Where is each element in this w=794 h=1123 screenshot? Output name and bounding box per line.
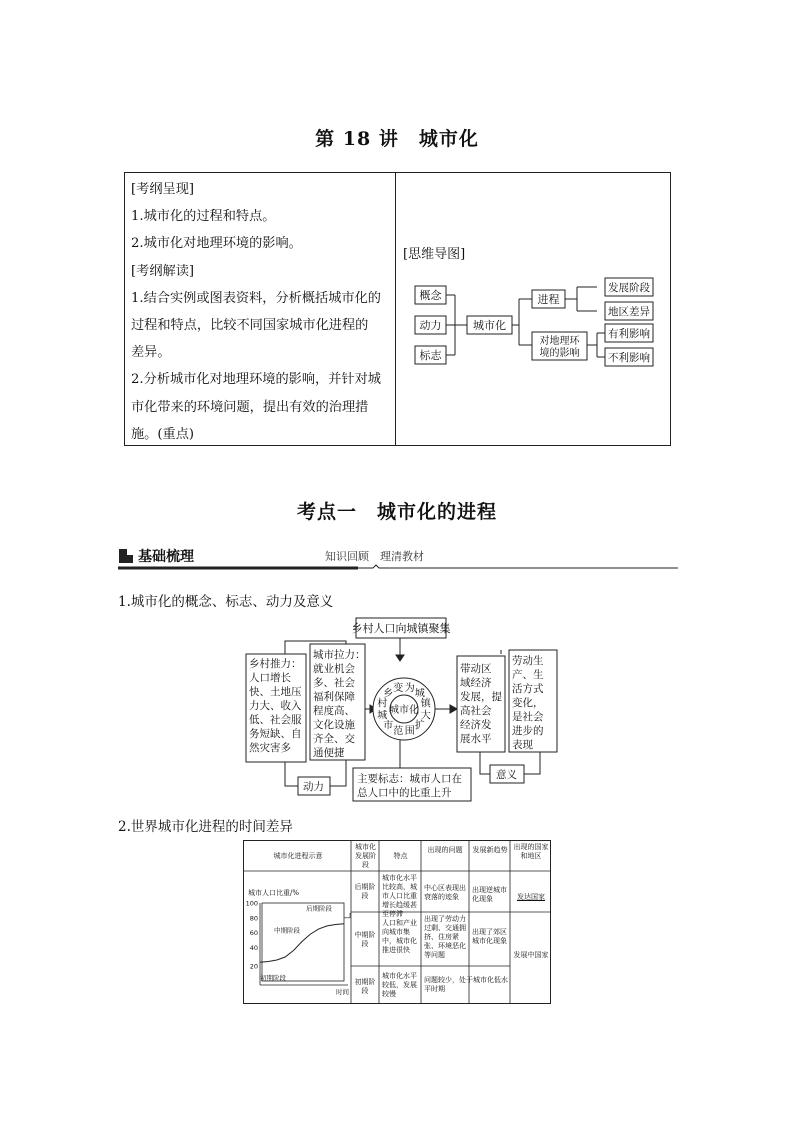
ring-character: 市 bbox=[383, 720, 394, 732]
urbanization-curve-chart bbox=[244, 899, 351, 1003]
chart-ylabel: 城市人口比重/% bbox=[248, 889, 300, 897]
pull-factor-line: 程度高、 bbox=[313, 705, 355, 717]
push-factor-line: 低、社会服 bbox=[249, 714, 302, 726]
y-tick-label: 60 bbox=[249, 929, 258, 938]
ring-character: 扩 bbox=[414, 720, 425, 732]
stage-table bbox=[243, 840, 551, 1004]
chart-frame bbox=[262, 903, 344, 981]
pull-factor-line: 文化设施 bbox=[313, 719, 355, 731]
banner-label: 基础梳理 bbox=[138, 549, 194, 565]
table-cell: 人口和产业向城市集中，城市化推进很快 bbox=[382, 919, 417, 954]
urbanization-diagram bbox=[210, 614, 590, 804]
mindmap bbox=[397, 269, 669, 369]
mindmap-center: 城市化 bbox=[473, 319, 506, 332]
y-tick-label: 20 bbox=[249, 962, 258, 971]
stage-label-early: 初期阶段 bbox=[260, 974, 286, 982]
mindmap-node: 标志 bbox=[419, 349, 442, 362]
table-cell: 发展中国家 bbox=[513, 951, 549, 959]
mindmap-node: 地区差异 bbox=[608, 306, 650, 318]
meaning-line: 活方式 bbox=[512, 683, 544, 695]
mindmap-node: 境的影响 bbox=[539, 348, 580, 359]
table-cell: 出现了郊区城市化现象 bbox=[472, 928, 507, 945]
mindmap-node: 有利影响 bbox=[608, 328, 650, 340]
push-factor-line: 然灾害多 bbox=[249, 742, 291, 754]
stage-label-late: 后期阶段 bbox=[306, 904, 332, 913]
y-tick-label: 40 bbox=[249, 943, 258, 952]
table-cell: 城市化水平较低，发展较慢 bbox=[382, 972, 417, 998]
ring-character: 城 bbox=[377, 710, 388, 722]
syllabus-heading: [考纲呈现] bbox=[131, 182, 195, 197]
table-header: 出现的国家和地区 bbox=[513, 843, 549, 860]
x-axis-label: 时间 bbox=[336, 988, 349, 996]
impact-line: 展水平 bbox=[460, 733, 492, 745]
ring-character: 变 bbox=[393, 682, 404, 694]
pull-factor-line: 就业机会 bbox=[313, 663, 355, 675]
page-title: 第 18 讲 城市化 bbox=[315, 128, 479, 150]
pull-factor-line: 齐全、交 bbox=[313, 733, 355, 745]
meaning-line: 表现 bbox=[512, 739, 533, 751]
impact-line: 经济发 bbox=[460, 719, 492, 731]
section-banner bbox=[118, 545, 678, 571]
meaning-label: 意义 bbox=[496, 769, 517, 781]
meaning-line: 变化， bbox=[512, 697, 544, 709]
interpretation-line: 过程和特点，比较不同国家城市化进程的 bbox=[131, 318, 369, 334]
table-header: 城市化进程示意 bbox=[273, 852, 323, 860]
interpretation-line: 施。(重点) bbox=[131, 426, 195, 442]
mindmap-node: 概念 bbox=[419, 289, 442, 302]
y-tick-label: 100 bbox=[245, 899, 258, 908]
table-header: 城市化发展阶段 bbox=[355, 843, 376, 869]
push-factor-line: 人口增长 bbox=[249, 672, 291, 684]
interpretation-line: 2.分析城市化对地理环境的影响，并针对城 bbox=[131, 372, 381, 388]
force-label: 动力 bbox=[303, 781, 324, 793]
table-header: 出现的问题 bbox=[427, 846, 463, 854]
meaning-line: 进步的 bbox=[512, 725, 544, 737]
interpretation-line: 差异。 bbox=[131, 345, 171, 361]
push-factor-line: 力大、收入 bbox=[249, 700, 302, 712]
ring-character: 乡 bbox=[383, 688, 394, 700]
table-cell: 后期阶段 bbox=[354, 883, 376, 900]
diagram-top-box: 乡村人口向城镇聚集 bbox=[351, 622, 451, 635]
push-factor-line: 乡村推力： bbox=[249, 658, 302, 670]
y-tick-label: 80 bbox=[249, 914, 258, 923]
table-cell: 出现逆城市化现象 bbox=[472, 886, 507, 903]
mindmap-heading: [思维导图] bbox=[403, 247, 466, 262]
meaning-line: 劳动生 bbox=[512, 655, 544, 667]
ring-character: 围 bbox=[404, 726, 415, 738]
interpretation-line: 1.结合实例或图表资料，分析概括城市化的 bbox=[131, 290, 381, 306]
ring-character: 城 bbox=[414, 688, 425, 700]
impact-line: 域经济 bbox=[460, 677, 492, 689]
pull-factor-line: 多、社会 bbox=[313, 677, 355, 689]
stage-bracket bbox=[344, 913, 351, 917]
table-cell: 发达国家 bbox=[517, 893, 545, 901]
ring-character: 村 bbox=[377, 698, 388, 710]
item-title: 1.城市化的概念、标志、动力及意义 bbox=[118, 594, 334, 610]
syllabus-text bbox=[131, 176, 393, 448]
pull-factor-line: 福利保障 bbox=[313, 691, 355, 703]
push-factor-line: 快、土地压 bbox=[249, 686, 302, 698]
ring-character: 大 bbox=[420, 710, 431, 722]
syllabus-table bbox=[124, 172, 671, 446]
table-cell: 城市化水平比较高，城市人口比重增长趋缓甚至停滞 bbox=[382, 874, 417, 918]
mindmap-node: 进程 bbox=[537, 293, 560, 306]
section-title: 考点一 城市化的进程 bbox=[296, 501, 497, 523]
syllabus-line: 2.城市化对地理环境的影响。 bbox=[131, 236, 302, 252]
syllabus-line: 1.城市化的过程和特点。 bbox=[131, 209, 276, 225]
mark-line: 主要标志：城市人口在 bbox=[357, 773, 462, 785]
table-cell: 中心区表现出衰落的迹象 bbox=[424, 884, 466, 901]
meaning-line: 产、生 bbox=[512, 669, 544, 681]
impact-line: 带动区 bbox=[460, 663, 492, 675]
banner-subtitle: 知识回顾 理清教材 bbox=[325, 550, 424, 563]
ring-character: 为 bbox=[404, 682, 415, 694]
table-cell: 初期阶段 bbox=[354, 978, 376, 995]
table-header: 特点 bbox=[393, 852, 408, 860]
pull-factor-line: 通便捷 bbox=[313, 747, 345, 759]
table-header: 发展新趋势 bbox=[472, 846, 508, 854]
meaning-line: 是社会 bbox=[512, 711, 544, 723]
stage-label-middle: 中期阶段 bbox=[274, 926, 300, 935]
ring-character: 镇 bbox=[420, 698, 431, 710]
ring-center: 城市化 bbox=[389, 705, 419, 716]
mindmap-node: 对地理环 bbox=[539, 336, 580, 347]
table-cell: 中期阶段 bbox=[354, 931, 376, 948]
ring-character: 范 bbox=[393, 726, 404, 738]
urbanization-curve bbox=[260, 924, 344, 963]
push-factor-line: 务短缺、自 bbox=[249, 728, 302, 740]
mark-line: 总人口中的比重上升 bbox=[357, 787, 452, 799]
impact-line: 高社会 bbox=[460, 705, 492, 717]
mindmap-node: 发展阶段 bbox=[608, 282, 650, 294]
mindmap-node: 动力 bbox=[419, 319, 442, 332]
mindmap-node: 不利影响 bbox=[608, 352, 650, 364]
table-cell: 出现了劳动力过剩、交通拥挤、住房紧张、环境恶化等问题 bbox=[424, 915, 466, 959]
impact-line: 发展，提 bbox=[460, 691, 502, 703]
interpretation-heading: [考纲解读] bbox=[131, 263, 195, 279]
pull-factor-line: 城市拉力： bbox=[313, 649, 366, 661]
table-cell: 问题较少，处于城市化低水平时期 bbox=[424, 976, 508, 993]
item-title: 2.世界城市化进程的时间差异 bbox=[118, 819, 293, 835]
interpretation-line: 市化带来的环境问题，提出有效的治理措 bbox=[131, 399, 369, 415]
